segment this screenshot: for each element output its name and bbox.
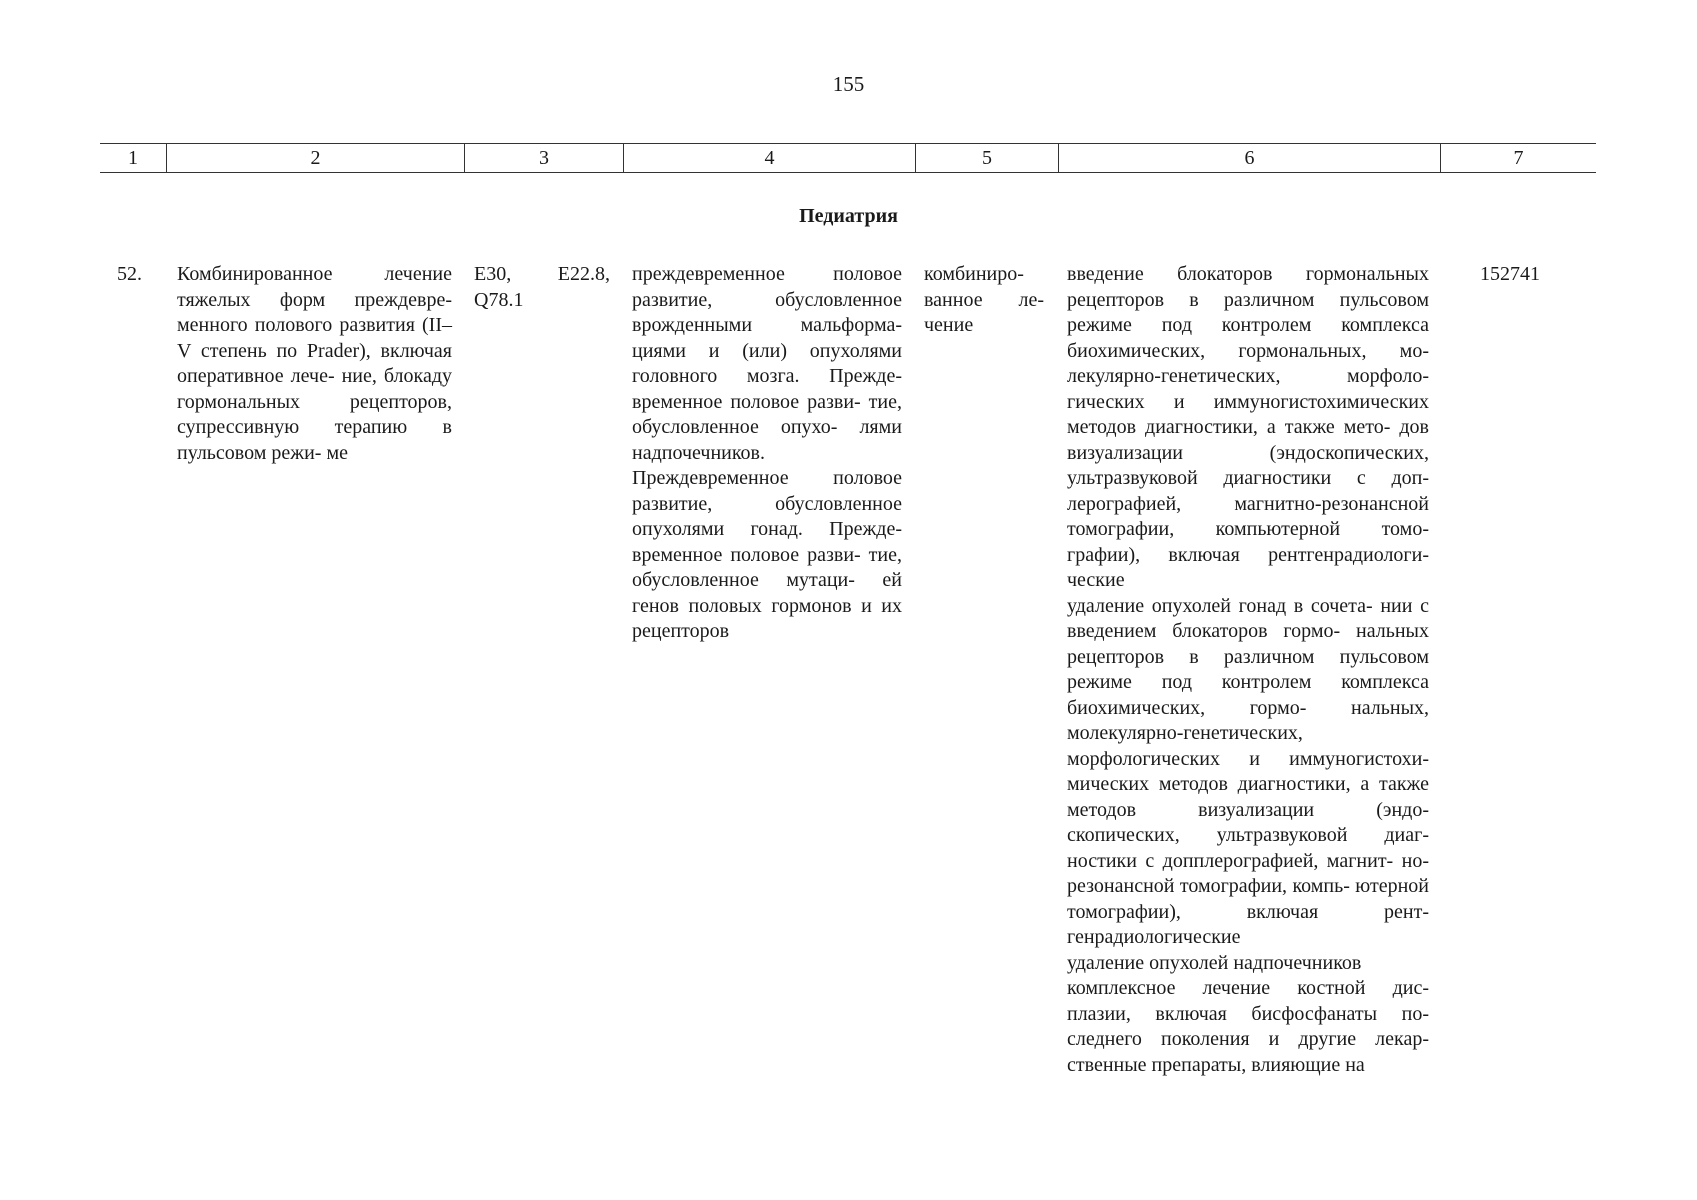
row-codes: E30, E22.8, Q78.1 — [474, 263, 610, 311]
header-cell-4: 4 — [624, 144, 916, 172]
method-paragraph: удаление опухолей гонад в сочета- нии с введением блокаторов гормо- нальных рецепторов в различном пульсовом режиме под контролем комплекса биохимических, гормо- нальных, молекулярно-генетических, морфологических и иммуногистохи- мических методов диагностики, а также методов визуализации (эндо- скопических, ультразвуковой диаг- ностики с допплерографией, магнит- но-резонансной томографии, компь- ютерной томографии), включая рент- генрадиологические — [1067, 594, 1429, 948]
header-cell-5: 5 — [916, 144, 1059, 172]
row-treatment-type: комбиниро- ванное ле- чение — [924, 263, 1044, 336]
table-header-row — [100, 143, 1596, 173]
row-number: 52. — [117, 263, 142, 285]
section-title: Педиатрия — [799, 205, 898, 227]
row-model: преждевременное половое развитие, обусловленное врожденными мальформа- циями и (или) опухолями головного мозга. Прежде- временное половое разви- тие, обусловленное опухо- лями надпочечников. Преждевременное половое развитие, обусловленное опухолями гонад. Прежде- временное половое разви- тие, обусловленное мутаци- ей генов половых гормонов и их рецепторов — [632, 263, 902, 642]
row-name: Комбинированное лечение тяжелых форм преждевре- менного полового развития (II–V степень по Prader), включая оперативное лече- ние, блокаду гормональных рецепторов, супрессивную терапию в пульсовом режи- ме — [177, 263, 452, 464]
header-cell-2: 2 — [167, 144, 465, 172]
method-paragraph: введение блокаторов гормональных рецепторов в различном пульсовом режиме под контролем комплекса биохимических, гормональных, мо- лекулярно-генетических, морфоло- гических и иммуногистохимических методов диагностики, а также мето- дов визуализации (эндоскопических, ультразвуковой диагностики с доп- лерографией, магнитно-резонансной томографии, компьютерной томо- графии), включая рентгенрадиологи- ческие — [1067, 263, 1429, 591]
header-cell-1: 1 — [100, 144, 167, 172]
method-paragraph: удаление опухолей надпочечников — [1067, 951, 1362, 974]
header-cell-7: 7 — [1513, 146, 1524, 169]
header-cell-6: 6 — [1059, 144, 1441, 172]
row-cost: 152741 — [1480, 263, 1540, 285]
row-methods — [1067, 262, 1429, 1078]
header-cell-3: 3 — [465, 144, 624, 172]
page-number: 155 — [832, 72, 865, 96]
method-paragraph: комплексное лечение костной дис- плазии, включая бисфосфанаты по- следнего поколения и другие лекар- ственные препараты, влияющие на — [1067, 977, 1429, 1076]
